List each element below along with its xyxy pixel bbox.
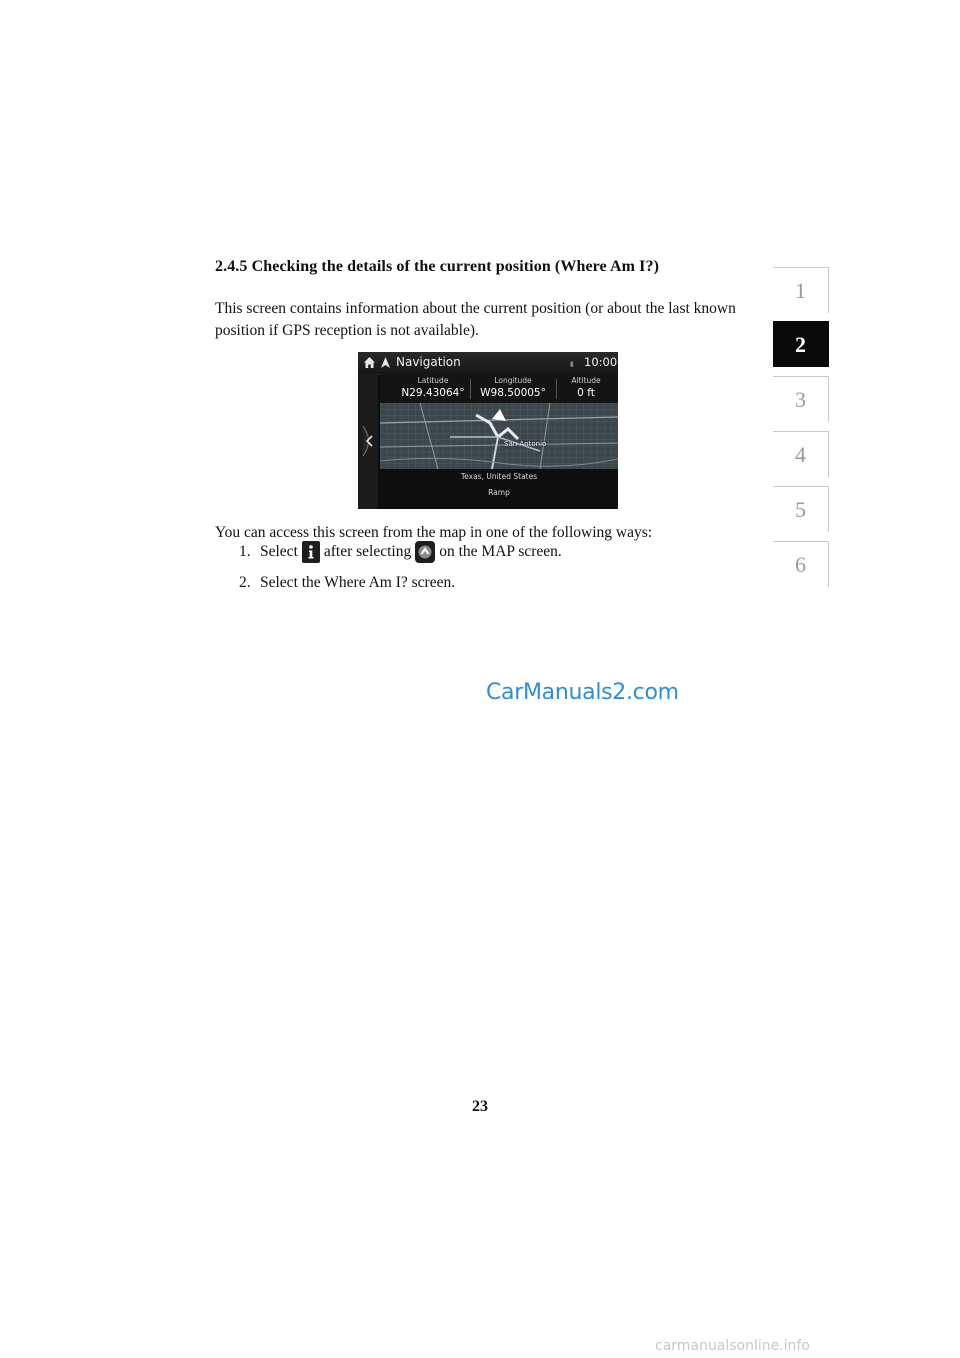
longitude-value: W98.50005° (480, 387, 546, 399)
nav-clock: 10:00 (584, 355, 618, 369)
footer-stamp: carmanualsonline.info (655, 1338, 810, 1354)
position-info-bar (380, 374, 618, 403)
step-number: 1. (239, 543, 251, 560)
step-number: 2. (239, 574, 251, 591)
signal-icon: ▮ (570, 360, 574, 368)
chapter-tab-1[interactable] (773, 267, 829, 313)
info-divider (556, 379, 557, 399)
section-heading: 2.4.5 Checking the details of the current position (Where Am I?) (215, 258, 660, 275)
watermark: CarManuals2.com (486, 680, 679, 705)
city-label: San Antonio (504, 440, 547, 448)
latitude-value: N29.43064° (401, 387, 465, 399)
step-1 (239, 540, 562, 564)
chapter-tab-3[interactable] (773, 376, 829, 422)
chapter-tab-4[interactable] (773, 431, 829, 477)
intro-paragraph: This screen contains information about the current position (or about the last known position if GPS reception is not available). (215, 300, 736, 339)
step-text: Select (260, 543, 298, 560)
latitude-block (398, 376, 468, 400)
tab-label: 4 (795, 441, 806, 467)
road-type-text: Ramp (488, 488, 510, 497)
map-view[interactable] (380, 403, 618, 469)
navigation-screenshot (358, 352, 618, 509)
info-divider (470, 379, 471, 399)
tab-label: 1 (795, 277, 806, 303)
info-icon (302, 541, 320, 563)
page-number: 23 (472, 1098, 488, 1115)
home-icon (363, 356, 376, 369)
location-footer (380, 469, 618, 509)
latitude-label: Latitude (417, 376, 449, 385)
step-text: Select the Where Am I? screen. (260, 574, 456, 591)
step-2 (239, 574, 455, 592)
access-paragraph: You can access this screen from the map in one of the following ways: (215, 524, 653, 541)
step-text: on the MAP screen. (439, 543, 562, 560)
longitude-label: Longitude (494, 376, 532, 385)
back-icon[interactable] (361, 426, 377, 456)
altitude-label: Altitude (571, 376, 601, 385)
longitude-block (472, 376, 554, 400)
nav-header (358, 352, 618, 375)
chapter-tab-5[interactable] (773, 486, 829, 532)
chapter-tab-6[interactable] (773, 541, 829, 587)
tab-label: 5 (795, 496, 806, 522)
tab-label: 2 (795, 331, 806, 357)
navigation-icon (380, 356, 391, 369)
nav-title: Navigation (396, 355, 461, 369)
altitude-block (558, 376, 614, 400)
map-streets (380, 403, 618, 469)
tab-label: 3 (795, 386, 806, 412)
tab-label: 6 (795, 551, 806, 577)
back-panel (358, 374, 378, 509)
chapter-tab-2[interactable] (773, 321, 829, 367)
navigation-arrow-icon (415, 541, 435, 563)
region-text: Texas, United States (460, 472, 538, 481)
step-text: after selecting (323, 543, 412, 560)
altitude-value: 0 ft (577, 387, 595, 399)
